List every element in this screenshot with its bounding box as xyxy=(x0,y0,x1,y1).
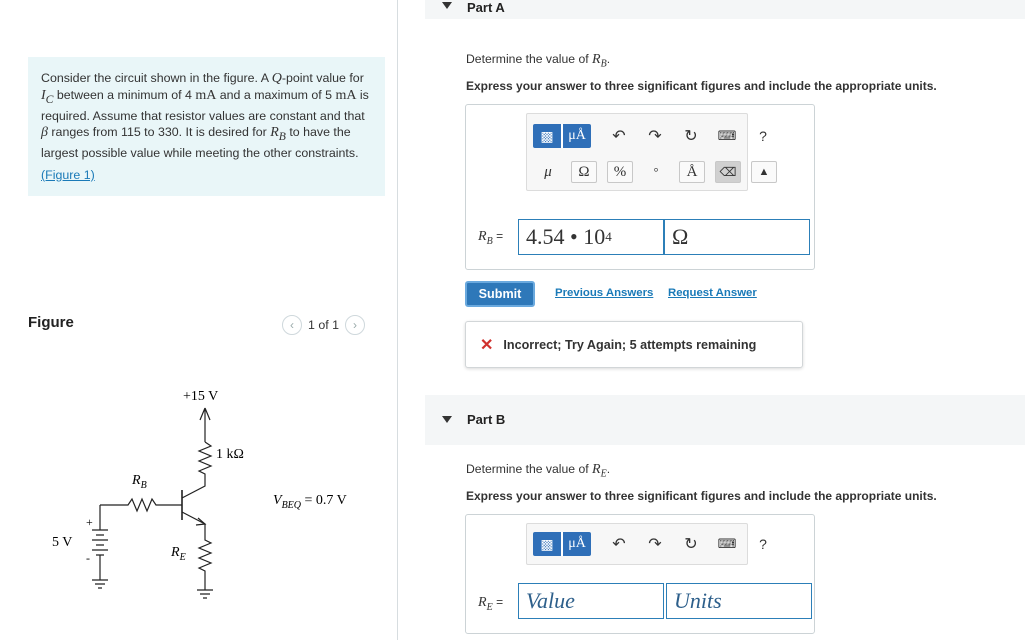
incorrect-icon: ✕ xyxy=(480,336,494,354)
problem-statement xyxy=(28,57,385,196)
help-icon[interactable]: ? xyxy=(759,536,767,552)
feedback-message xyxy=(465,321,803,368)
previous-answers-link[interactable]: Previous Answers xyxy=(555,287,654,299)
collapse-icon xyxy=(442,416,452,423)
feedback-text: Incorrect; Try Again; 5 attempts remaining xyxy=(503,337,757,352)
redo-icon[interactable]: ↷ xyxy=(648,128,662,145)
ohm-button[interactable]: Ω xyxy=(571,161,597,183)
reset-icon[interactable]: ↻ xyxy=(684,128,698,145)
rb-value-input[interactable]: 4.54 • 10 4 xyxy=(518,219,664,255)
minus-sign: - xyxy=(86,551,90,565)
part-a-instruction: Express your answer to three significant figures and include the appropriate units. xyxy=(466,79,937,93)
figure-pager xyxy=(282,315,365,335)
rb-input-label: $R_B$ = xyxy=(478,229,504,247)
figure-heading: Figure xyxy=(28,314,74,331)
part-a-toolbar xyxy=(526,113,770,191)
source-label: 5 V xyxy=(52,535,73,550)
units-button[interactable]: μÅ xyxy=(563,124,591,148)
figure-link[interactable]: (Figure 1) xyxy=(41,168,95,182)
pager-text: 1 of 1 xyxy=(308,318,340,332)
circuit-diagram xyxy=(40,380,380,620)
fraction-icon[interactable]: ▩ xyxy=(533,532,561,556)
transistor-collector xyxy=(182,480,205,498)
re-value-input[interactable]: Value xyxy=(518,583,664,619)
part-b-toolbar xyxy=(526,523,767,565)
rc-resistor xyxy=(199,442,211,480)
backspace-icon[interactable]: ⌫ xyxy=(715,161,741,183)
problem-text: Consider the circuit shown in the figure. A Q-point value for $I_C$ between a minimum of 4 mA and a maximum of 5 mA is required. Assume that resistor values are constant and that β ranges from 115 to 330. It is desired for $R_B$ to have the largest possible value while meeting the other constraints. xyxy=(41,71,369,161)
re-input-label: $R_E$ = xyxy=(478,595,504,613)
fraction-icon[interactable]: ▩ xyxy=(533,124,561,148)
part-b-question: Determine the value of $R_E$. xyxy=(466,462,611,480)
panel-divider xyxy=(397,0,398,640)
rb-units-input[interactable]: Ω xyxy=(664,219,810,255)
degree-button[interactable]: ° xyxy=(653,164,659,179)
keyboard-icon[interactable]: ⌨ xyxy=(717,536,737,551)
rb-label: $R_B$ xyxy=(132,473,147,491)
submit-button[interactable]: Submit xyxy=(465,281,535,307)
battery-symbol xyxy=(92,530,108,555)
keyboard-icon[interactable]: ⌨ xyxy=(717,128,737,143)
request-answer-link[interactable]: Request Answer xyxy=(668,287,757,299)
mu-button[interactable]: μ xyxy=(544,163,552,180)
part-a-question: Determine the value of $R_B$. xyxy=(466,52,611,70)
vbe-label: $V_{BEQ} = 0.7$ V xyxy=(273,493,347,511)
part-a-title: Part A xyxy=(467,0,505,15)
undo-icon[interactable]: ↶ xyxy=(612,536,626,553)
collapse-icon xyxy=(442,2,452,9)
units-button[interactable]: μÅ xyxy=(563,532,591,556)
prev-figure-button[interactable]: ‹ xyxy=(282,315,302,335)
part-b-answer-box xyxy=(465,514,815,634)
angstrom-button[interactable]: Å xyxy=(679,161,705,183)
part-b-title: Part B xyxy=(467,412,506,427)
keyboard-toggle-icon[interactable]: ▲ xyxy=(751,161,777,183)
part-a-header[interactable] xyxy=(425,0,1025,19)
part-b-instruction: Express your answer to three significant figures and include the appropriate units. xyxy=(466,489,937,503)
part-b-header[interactable] xyxy=(425,395,1025,445)
help-icon[interactable]: ? xyxy=(759,128,767,144)
source-ground xyxy=(92,555,108,588)
undo-icon[interactable]: ↶ xyxy=(612,128,626,145)
ground-symbol xyxy=(197,580,213,598)
redo-icon[interactable]: ↷ xyxy=(648,536,662,553)
supply-label: +15 V xyxy=(183,389,219,404)
re-label: $R_E$ xyxy=(171,545,186,563)
re-resistor xyxy=(199,530,211,580)
supply-arrow xyxy=(200,408,210,442)
reset-icon[interactable]: ↻ xyxy=(684,536,698,553)
next-figure-button[interactable]: › xyxy=(345,315,365,335)
plus-sign: + xyxy=(86,515,93,529)
re-units-input[interactable]: Units xyxy=(666,583,812,619)
percent-button[interactable]: % xyxy=(607,161,633,183)
rc-label: 1 kΩ xyxy=(216,447,244,462)
template-buttons[interactable] xyxy=(533,532,591,556)
template-buttons[interactable] xyxy=(533,124,591,148)
rb-resistor xyxy=(100,499,182,511)
part-a-answer-box xyxy=(465,104,815,270)
